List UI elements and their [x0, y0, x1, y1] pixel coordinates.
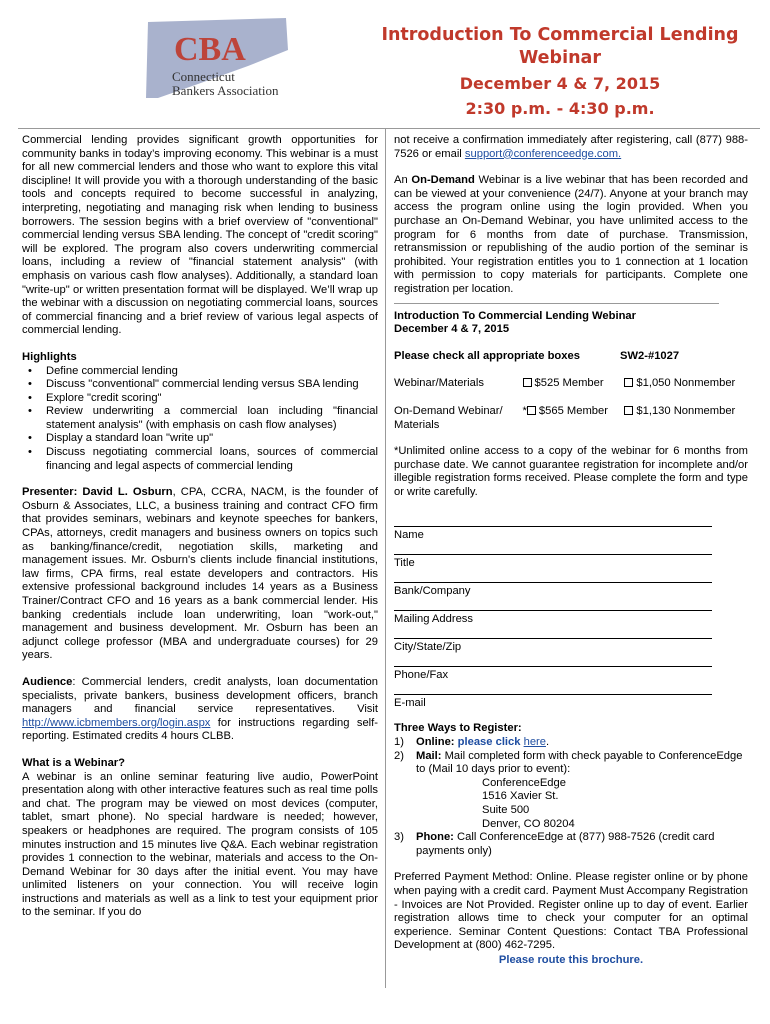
confirmation-paragraph: not receive a confirmation immediately after registering, call (877) 988-7526 or email support@conferenceedge.com. — [394, 134, 748, 160]
nonmember-option[interactable]: $1,050 Nonmember — [624, 377, 748, 391]
nonmember-option[interactable]: $1,130 Nonmember — [624, 405, 748, 432]
webinar-heading: What is a Webinar? — [22, 756, 125, 769]
audience-text: : Commercial lenders, credit analysts, loan documentation specialists, private bankers, business development officers, branch managers and financial service representatives. Visit — [22, 675, 378, 716]
program-code: SW2-#1027 — [620, 349, 680, 362]
checkbox[interactable] — [624, 406, 633, 415]
highlights-list — [22, 365, 378, 474]
register-online-link[interactable]: here — [523, 736, 546, 749]
register-ways-list-cont — [394, 831, 748, 858]
presenter-paragraph — [22, 486, 378, 663]
email-field[interactable]: E-mail — [394, 694, 712, 716]
check-boxes-header — [394, 350, 748, 364]
form-title: Introduction To Commercial Lending Webinar — [394, 309, 636, 322]
support-email-link[interactable]: support@conferenceedge.com. — [464, 147, 622, 160]
name-field[interactable]: Name — [394, 526, 712, 554]
title-line2: Webinar — [519, 48, 601, 68]
column-divider — [385, 128, 386, 988]
list-item: 1) Online: please click here. — [394, 736, 550, 749]
left-column — [22, 134, 378, 920]
section-divider — [394, 303, 719, 304]
list-item: • Review underwriting a commercial loan including "financial statement analysis" (with emphasis on cash flow analyses) — [22, 405, 378, 432]
audience-label: Audience — [22, 675, 73, 688]
checkbox[interactable] — [523, 378, 532, 387]
list-item: • Display a standard loan "write up" — [22, 432, 378, 446]
title-line1: Introduction To Commercial Lending — [381, 25, 739, 45]
highlights-heading: Highlights — [22, 350, 77, 363]
fee-label: On-Demand Webinar/ Materials — [394, 404, 503, 431]
fee-row-webinar — [394, 377, 748, 391]
checkbox[interactable] — [624, 378, 633, 387]
route-note: Please route this brochure. — [498, 953, 644, 966]
form-date: December 4 & 7, 2015 — [394, 323, 510, 336]
webinar-paragraph: A webinar is an online seminar featuring live audio, PowerPoint presentation along with other interactive features such as real time polls and chat. The program may be viewed on most devices (computer, tablet, smart phone). No special hardware is needed; however, speakers or headphones are required. The program consists of 105 minutes instruction and 15 minutes live Q&A. Each webinar registration provides 1 connection to the webinar, materials and access to the On-Demand Webinar for 30 days after the initial event. You may have unlimited listeners on your connection. You will receive login instructions and materials as well as a link to test your equipment prior to the seminar. If you do — [22, 770, 378, 919]
intro-paragraph: Commercial lending provides significant growth opportunities for community banks in today’s improving economy. This webinar is a must for all new commercial lenders and those who want to explore this vital discipline! It will provide you with a thorough understanding of the basic tools and concepts required to become successful in analyzing, interpreting, negotiating and managing risk when lending to business borrowers. The session begins with a brief overview of "conventional" commercial lending versus SBA lending. The concept of "credit scoring" will be explored. The program also covers underwriting commercial loans, including a review of "financial statement analysis" (with emphasis on various cash flow analyses). Additionally, a standard loan "write-up" or written presentation format will be displayed. We’ll wrap up the webinar with a discussion on negotiating commercial loans, sources of commercial financing and a brief review of various legal aspects of commercial lending. — [22, 134, 378, 337]
fee-label: Webinar/Materials — [394, 377, 484, 390]
header-divider — [18, 128, 760, 129]
list-item: • Discuss "conventional" commercial lending versus SBA lending — [22, 378, 378, 392]
audience-paragraph — [22, 676, 378, 744]
logo-letters: CBA — [174, 31, 246, 68]
bank-company-field[interactable]: Bank/Company — [394, 582, 712, 610]
presenter-text: , CPA, CCRA, NACM, is the founder of Osburn & Associates, LLC, a business training and contract CFO firm that provides seminars, webinars and keynote speeches for bankers, CPAs, attorneys, credit managers and business owners on topics such as banking/finance/credit, negotiation skills, marketing and management issues. Mr. Osburn's clients include financial institutions, law firms, CPA firms, real estate developers and contractors. His extensive professional background includes 14 years as a Business Trainer/Contract CFO and 16 years as a bank commercial lender. His banking credentials include loan underwriting, loan "work-out," management and business development. Mr. Osburn has been an adjunct college professor (MBA and undergraduate courses) for 29 years. — [22, 486, 378, 662]
icb-login-link[interactable]: http://www.icbmembers.org/login.aspx — [22, 716, 211, 729]
phone-fax-field[interactable]: Phone/Fax — [394, 666, 712, 694]
mailing-address-field[interactable]: Mailing Address — [394, 610, 712, 638]
register-ways-list — [394, 736, 748, 777]
preferred-payment-paragraph: Preferred Payment Method: Online. Please register online or by phone when paying with a credit card. Payment Must Accompany Registration - Invoices are Not Provided. Register online up to day of event. Earlier registration allows time to check your computer for an optimal experience. Seminar Content Questions: Contact TBA Professional Development at (800) 462-7295. — [394, 871, 748, 952]
member-option[interactable]: $525 Member — [523, 377, 625, 391]
page-title — [360, 24, 760, 120]
right-column — [394, 134, 748, 968]
checkbox[interactable] — [527, 406, 536, 415]
presenter-label: Presenter: David L. Osburn — [22, 486, 173, 499]
event-date: December 4 & 7, 2015 — [459, 74, 661, 93]
city-state-zip-field[interactable]: City/State/Zip — [394, 638, 712, 666]
ondemand-paragraph: An On-Demand Webinar is a live webinar that has been recorded and can be viewed at your convenience (24/7). Anyone at your branch may access the program online using the login provided. When you purchase an On-Demand Webinar, you have unlimited access to the program for 6 months from date of purchase. Transmission, retransmission or republishing of the audio portion of the seminar is prohibited. Your registration entitles you to 1 connection at 1 location with permission to copy materials for participants. Complete one registration per location. — [394, 174, 749, 295]
list-item: 3) Phone: Call ConferenceEdge at (877) 988-7526 (credit card payments only) — [394, 831, 715, 857]
mailing-address: ConferenceEdge 1516 Xavier St. Suite 500 Denver, CO 80204 — [482, 776, 575, 830]
event-time: 2:30 p.m. - 4:30 p.m. — [465, 99, 655, 118]
ways-heading: Three Ways to Register: — [394, 722, 522, 735]
list-item: • Discuss negotiating commercial loans, sources of commercial financing and legal aspects of commercial lending — [22, 446, 378, 473]
org-line2: Bankers Association — [172, 83, 279, 98]
unlimited-note: *Unlimited online access to a copy of the webinar for 6 months from purchase date. We cannot guarantee registration for incomplete and/or illegible registration forms received. Please complete the form and type or write carefully. — [394, 445, 748, 498]
org-line1: Connecticut — [172, 69, 235, 84]
list-item: 2) Mail: Mail completed form with check payable to ConferenceEdge to (Mail 10 days prior to event): — [394, 749, 743, 776]
fee-row-ondemand — [394, 405, 748, 432]
org-name — [172, 70, 279, 98]
check-label: Please check all appropriate boxes — [394, 349, 580, 362]
member-option[interactable]: * $565 Member — [522, 404, 608, 417]
list-item: • Explore "credit scoring" — [22, 392, 378, 406]
title-field[interactable]: Title — [394, 554, 712, 582]
audience-after: for instructions regarding self-reporting. Estimated credits 4 hours CLBB. — [22, 716, 378, 743]
list-item: • Define commercial lending — [22, 365, 378, 379]
